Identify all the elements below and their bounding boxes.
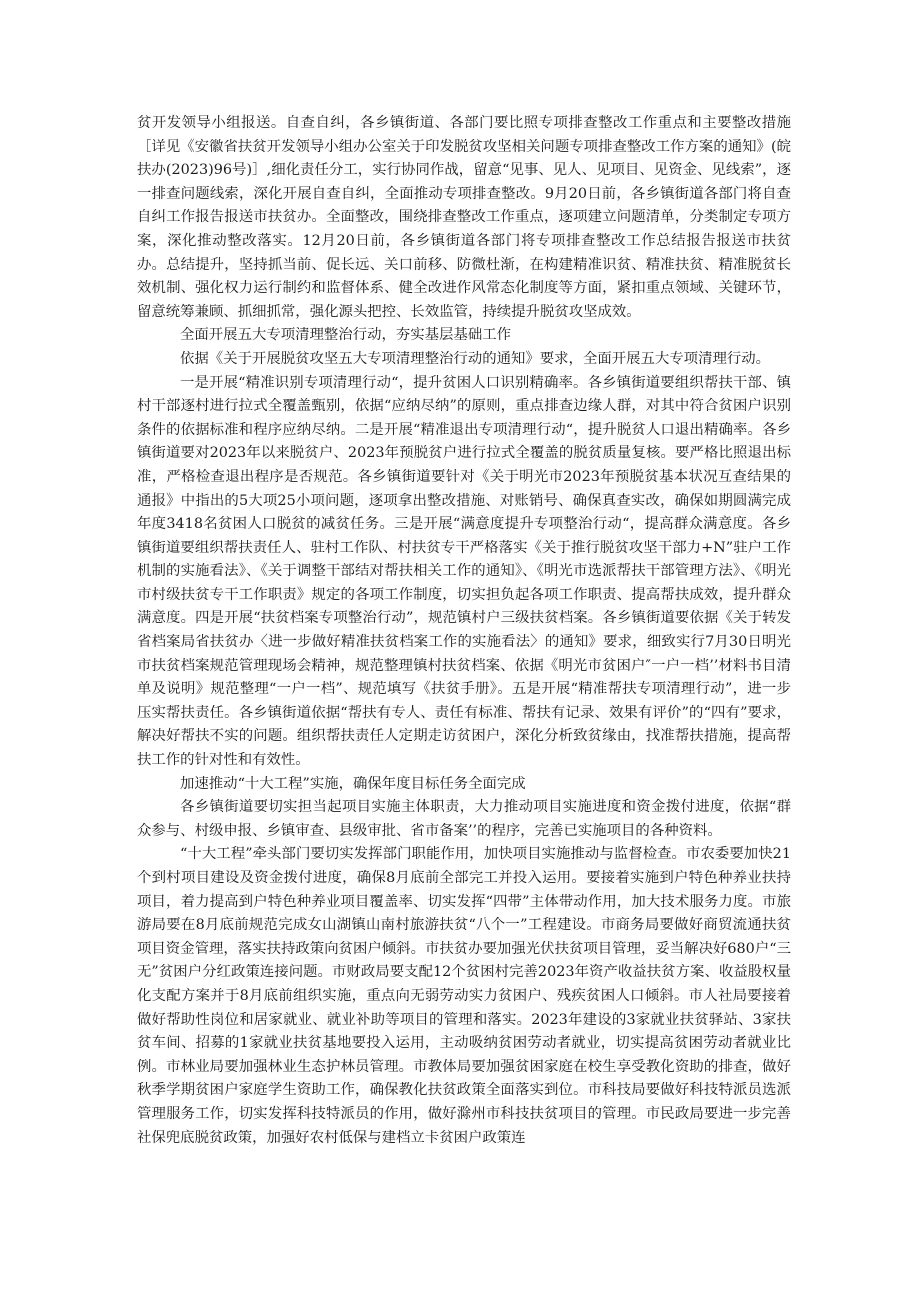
paragraph-3: 一是开展“精准识别专项清理行动“，提升贫困人口识别精确率。各乡镇街道要组织帮扶干部、镇村干部逐村进行拉式全覆盖甄别，依据“应纳尽纳”的原则，重点排查边缘人群，对其中符合贫困户识别条件的依据标准和程序应纳尽纳。二是开展“精准退出专项清理行动“，提升脱贫人口退出精确率。各乡镇街道要对2023年以来脱贫户、2023年预脱贫户进行拉式全覆盖的脱贫质量复核。要严格比照退出标准，严格检查退出程序是否规范。各乡镇街道要针对《关于明光市2023年预脱贫基本状况互查结果的通报》中指出的5大项25小项问题，逐项拿出整改措施、对账销号、确保真查实改，确保如期圆满完成年度3418名贫困人口脱贫的减贫任务。三是开展“满意度提升专项整治行动“，提高群众满意度。各乡镇街道要组织帮扶责任人、驻村工作队、村扶贫专干严格落实《关于推行脱贫攻坚干部力+N”驻户工作机制的实施看法》、《关于调整干部结对帮扶相关工作的通知》、《明光市选派帮扶干部管理方法》、《明光市村级扶贫专干工作职责》规定的各项工作制度，切实担负起各项工作职责、提高帮扶成效，提升群众满意度。四是开展“扶贫档案专项整治行动”，规范镇村户三级扶贫档案。各乡镇街道要依据《关于转发省档案局省扶贫办〈进一步做好精准扶贫档案工作的实施看法〉的通知》要求，细致实行7月30日明光市扶贫档案规范管理现场会精神，规范整理镇村扶贫档案、依据《明光市贫困户″一户一档’’材料书目清单及说明》规范整理“一户一档”、规范填写《扶贫手册》。五是开展“精准帮扶专项清理行动”，进一步压实帮扶责任。各乡镇街道依据“帮扶有专人、责任有标准、帮扶有记录、效果有评价”的“四有”要求，解决好帮扶不实的问题。组织帮扶责任人定期走访贫困户，深化分析致贫缘由，找准帮扶措施，提高帮扶工作的针对性和有效性。 xyxy=(137,374,791,769)
paragraph-5: “十大工程”牵头部门要切实发挥部门职能作用，加快项目实施推动与监督检查。市农委要加快21个到村项目建设及资金拨付进度，确保8月底前全部完工并投入运用。要接着实施到户特色种养业扶持项目，着力提高到户特色种养业项目覆盖率、切实发挥“四带”主体带动作用，加大技术服务力度。市旅游局要在8月底前规范完成女山湖镇山南村旅游扶贫“八个一”工程建设。市商务局要做好商贸流通扶贫项目资金管理，落实扶持政策向贫困户倾斜。市扶贫办要加强光伏扶贫项目管理，妥当解决好680户“三无”贫困户分红政策连接问题。市财政局要支配12个贫困村完善2023年资产收益扶贫方案、收益股权量化支配方案并于8月底前组织实施，重点向无弱劳动实力贫困户、残疾贫困人口倾斜。市人社局要接着做好帮助性岗位和居家就业、就业补助等项目的管理和落实。2023年建设的3家就业扶贫驿站、3家扶贫车间、招募的1家就业扶贫基地要投入运用，主动吸纳贫困劳动者就业，切实提高贫困劳动者就业比例。市林业局要加强林业生态护林员管理。市教体局要加强贫困家庭在校生享受教化资助的排查，做好秋季学期贫困户家庭学生资助工作，确保教化扶贫政策全面落实到位。市科技局要做好科技特派员选派管理服务工作，切实发挥科技特派员的作用，做好滁州市科技扶贫项目的管理。市民政局要进一步完善社保兜底脱贫政策，加强好农村低保与建档立卡贫困户政策连 xyxy=(137,846,791,1146)
paragraph-2: 依据《关于开展脱贫攻坚五大专项清理整治行动的通知》要求，全面开展五大专项清理行动。 xyxy=(180,350,771,367)
section-heading-2: 加速推动“十大工程”实施，确保年度目标任务全面完成 xyxy=(180,775,526,792)
paragraph-1: 贫开发领导小组报送。自查自纠，各乡镇街道、各部门要比照专项排查整改工作重点和主要整改措施［详见《安徽省扶贫开发领导小组办公室关于印发脱贫攻坚相关问题专项排查整改工作方案的通知》(皖扶办(2023)96号)］,细化责任分工，实行协同作战，留意“见事、见人、见项目、见资金、见线索”，逐一排查问题线索，深化开展自查自纠，全面推动专项排查整改。9月20日前，各乡镇街道各部门将自查自纠工作报告报送市扶贫办。全面整改，围绕排查整改工作重点，逐项建立问题清单，分类制定专项方案，深化推动整改落实。12月20日前，各乡镇街道各部门将专项排查整改工作总结报告报送市扶贫办。总结提升，坚持抓当前、促长远、关口前移、防微杜渐，在构建精准识贫、精准扶贫、精准脱贫长效机制、强化权力运行制约和监督体系、健全改进作风常态化制度等方面，紧扣重点领域、关键环节，留意统筹兼顾、抓细抓常，强化源头把控、长效监管，持续提升脱贫攻坚成效。 xyxy=(137,115,791,320)
document-body xyxy=(137,112,791,1150)
paragraph-4: 各乡镇街道要切实担当起项目实施主体职责，大力推动项目实施进度和资金拨付进度，依据“群众参与、村级申报、乡镇审查、县级审批、省市备案’’的程序，完善已实施项目的各种资料。 xyxy=(137,799,791,839)
section-heading-1: 全面开展五大专项清理整治行动，夯实基层基础工作 xyxy=(180,327,511,344)
